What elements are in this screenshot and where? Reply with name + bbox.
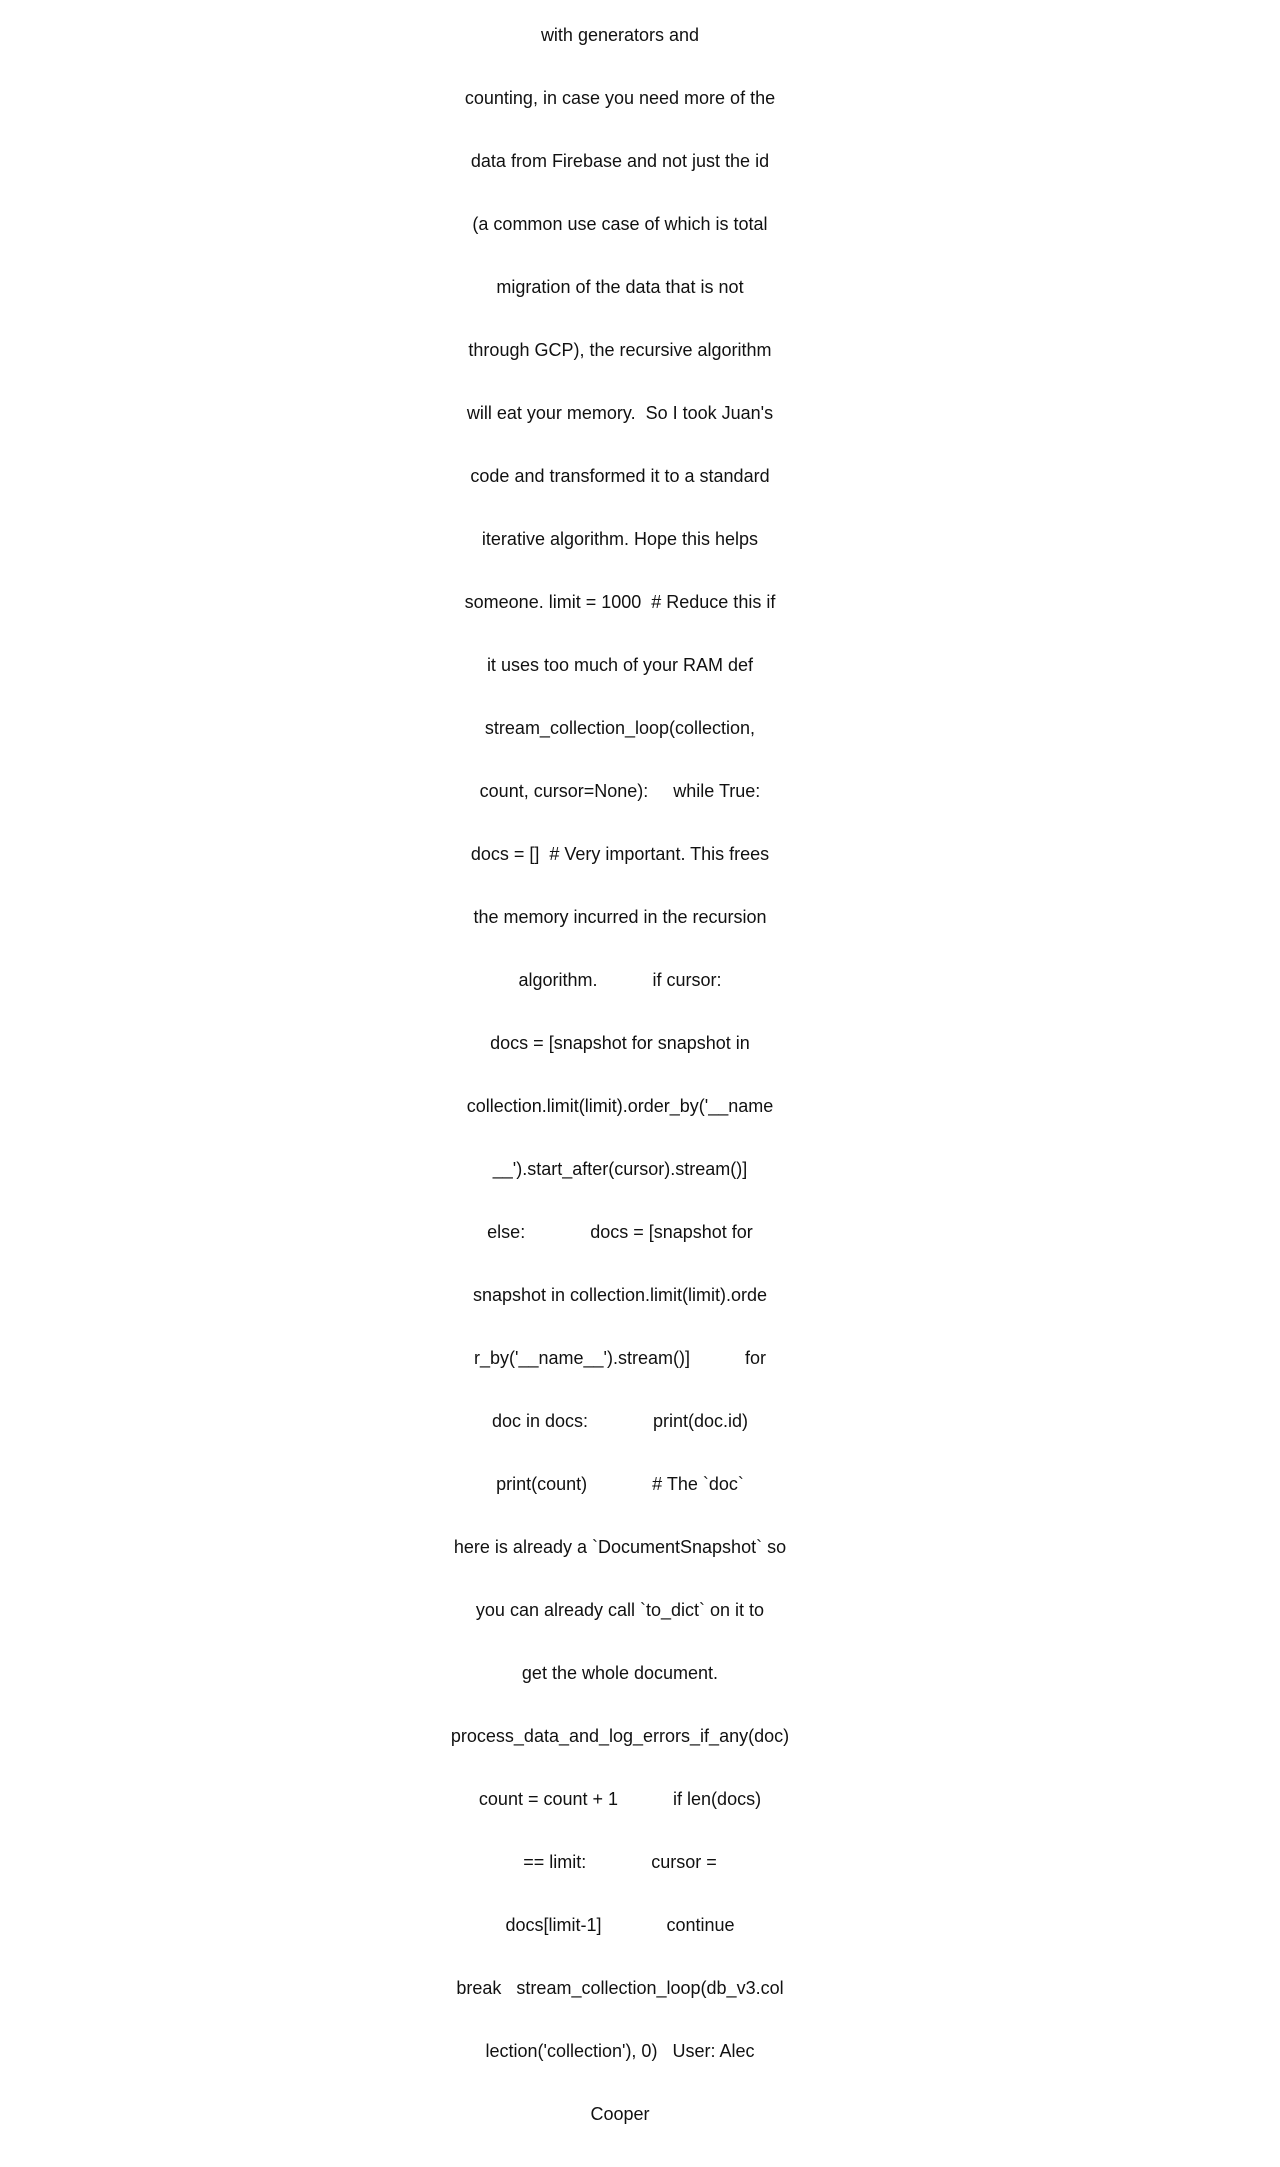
text-line: print(count) # The `doc` xyxy=(496,1474,744,1494)
text-line: docs = [] # Very important. This frees xyxy=(470,844,770,864)
text-line: get the whole document. xyxy=(521,1663,719,1683)
text-line: collection.limit(limit).order_by('__name xyxy=(466,1096,774,1116)
text-line: break stream_collection_loop(db_v3.col xyxy=(456,1978,784,1998)
text-line: code and transformed it to a standard xyxy=(470,466,770,486)
text-line: r_by('__name__').stream()] for xyxy=(474,1348,766,1368)
text-line: doc in docs: print(doc.id) xyxy=(491,1411,749,1431)
text-line: stream_collection_loop(collection, xyxy=(484,718,756,738)
text-line: snapshot in collection.limit(limit).orde xyxy=(472,1285,768,1305)
text-line: count, cursor=None): while True: xyxy=(479,781,761,801)
text-line: through GCP), the recursive algorithm xyxy=(468,340,772,360)
text-line: process_data_and_log_errors_if_any(doc) xyxy=(450,1726,790,1746)
text-line: algorithm. if cursor: xyxy=(518,970,722,990)
text-line: __').start_after(cursor).stream()] xyxy=(492,1159,748,1179)
text-line: the memory incurred in the recursion xyxy=(473,907,767,927)
text-line: docs = [snapshot for snapshot in xyxy=(490,1033,750,1053)
text-line: counting, in case you need more of the xyxy=(464,88,776,108)
text-line: else: docs = [snapshot for xyxy=(487,1222,753,1242)
text-line: docs[limit-1] continue xyxy=(505,1915,735,1935)
text-line: it uses too much of your RAM def xyxy=(486,655,754,675)
text-line: iterative algorithm. Hope this helps xyxy=(481,529,759,549)
text-line: (a common use case of which is total xyxy=(472,214,768,234)
text-line: Cooper xyxy=(590,2104,650,2124)
text-line: you can already call `to_dict` on it to xyxy=(475,1600,765,1620)
text-line: someone. limit = 1000 # Reduce this if xyxy=(464,592,776,612)
text-line: will eat your memory. So I took Juan's xyxy=(466,403,774,423)
text-line: with generators and xyxy=(540,25,700,45)
text-line: lection('collection'), 0) User: Alec xyxy=(485,2041,755,2061)
text-line: here is already a `DocumentSnapshot` so xyxy=(453,1537,787,1557)
text-line: data from Firebase and not just the id xyxy=(470,151,770,171)
text-line: migration of the data that is not xyxy=(496,277,744,297)
answer-text-column xyxy=(440,0,800,2167)
text-line: count = count + 1 if len(docs) xyxy=(478,1789,762,1809)
text-line: == limit: cursor = xyxy=(523,1852,717,1872)
